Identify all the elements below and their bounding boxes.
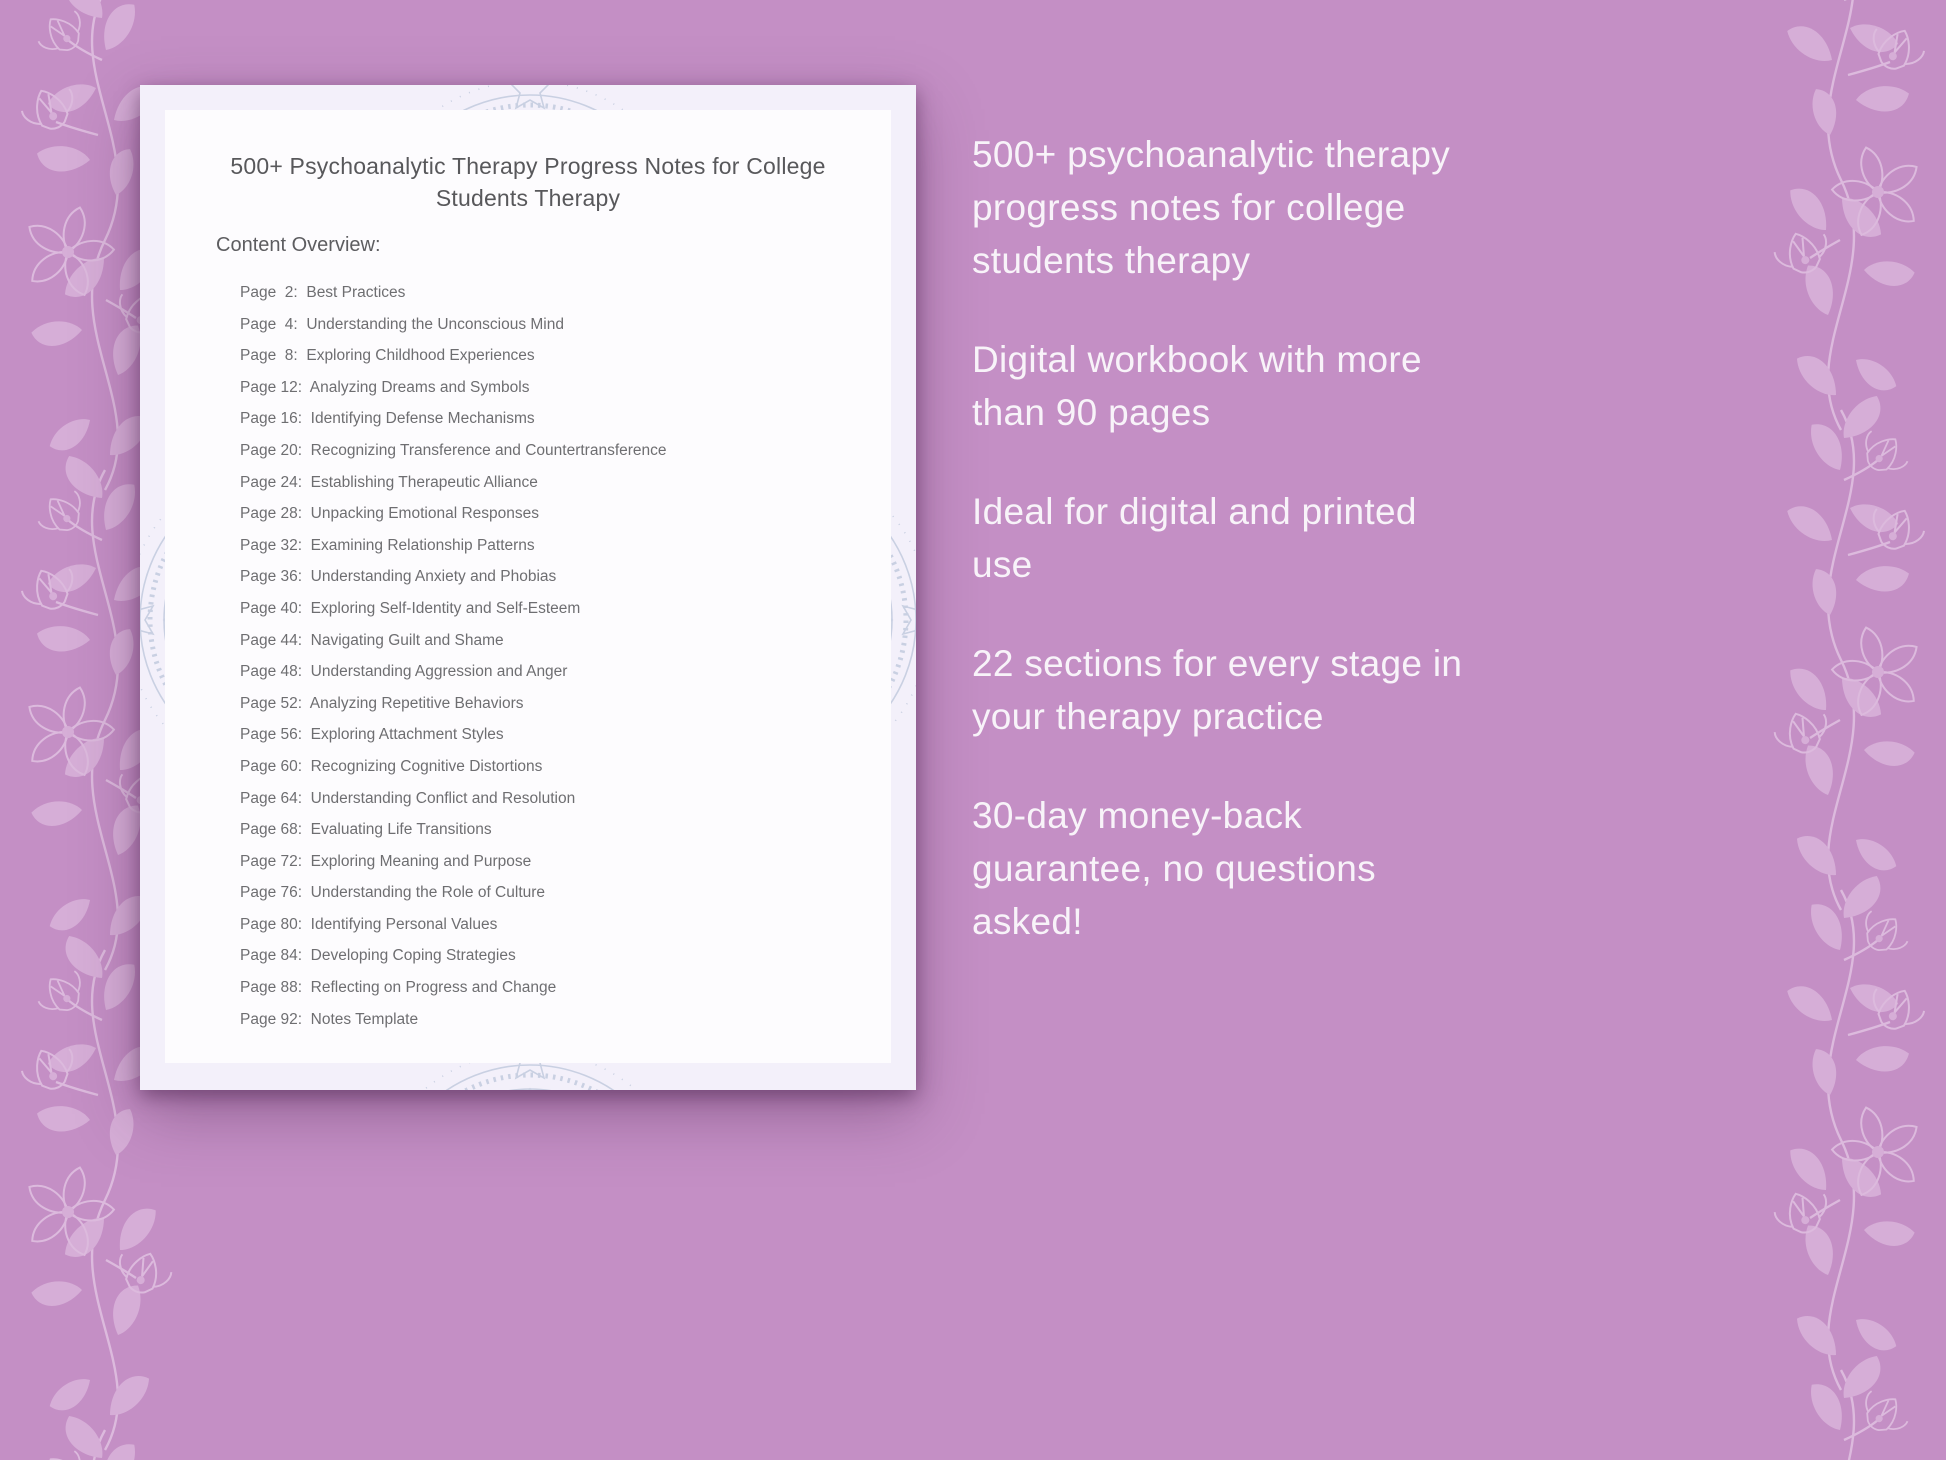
benefit-text: Ideal for digital and printed use xyxy=(972,491,1417,585)
toc-item: Page 76: Understanding the Role of Culture xyxy=(240,884,546,902)
benefit-text: 30-day money-back guarantee, no questions asked! xyxy=(972,795,1376,942)
toc-item: Page 92: Notes Template xyxy=(240,1010,419,1028)
workbook-preview-card xyxy=(140,85,916,1090)
toc-item: Page 60: Recognizing Cognitive Distortions xyxy=(240,757,543,775)
benefit-text: 500+ psychoanalytic therapy progress notes for college students therapy xyxy=(972,134,1451,281)
toc-item: Page 48: Understanding Aggression and Anger xyxy=(240,663,568,681)
toc-list xyxy=(240,277,667,1035)
toc-item: Page 56: Exploring Attachment Styles xyxy=(240,726,504,744)
toc-item: Page 24: Establishing Therapeutic Alliance xyxy=(240,473,538,491)
toc-item: Page 32: Examining Relationship Patterns xyxy=(240,536,535,554)
toc-item: Page 28: Unpacking Emotional Responses xyxy=(240,505,539,523)
benefit-text: 22 sections for every stage in your therapy practice xyxy=(972,643,1463,737)
content-overview-label: Content Overview: xyxy=(216,234,381,256)
toc-item: Page 44: Navigating Guilt and Shame xyxy=(240,631,504,649)
floral-vine-right-decoration xyxy=(1746,0,1946,1460)
toc-item: Page 40: Exploring Self-Identity and Self-Esteem xyxy=(240,599,581,617)
toc-item: Page 68: Evaluating Life Transitions xyxy=(240,821,492,839)
toc-item: Page 52: Analyzing Repetitive Behaviors xyxy=(240,694,524,712)
toc-item: Page 2: Best Practices xyxy=(240,284,406,301)
toc-item: Page 80: Identifying Personal Values xyxy=(240,915,498,933)
benefit-text: Digital workbook with more than 90 pages xyxy=(972,339,1422,433)
toc-item: Page 16: Identifying Defense Mechanisms xyxy=(240,410,535,428)
toc-item: Page 36: Understanding Anxiety and Phobias xyxy=(240,568,557,586)
benefits-list xyxy=(972,128,1477,994)
document-page xyxy=(165,110,891,1063)
document-title: 500+ Psychoanalytic Therapy Progress Notes for College Students Therapy xyxy=(230,153,826,211)
toc-item: Page 4: Understanding the Unconscious Mind xyxy=(240,315,564,333)
toc-item: Page 72: Exploring Meaning and Purpose xyxy=(240,852,532,870)
toc-item: Page 20: Recognizing Transference and Countertransference xyxy=(240,441,667,459)
toc-item: Page 12: Analyzing Dreams and Symbols xyxy=(240,378,530,396)
toc-item: Page 64: Understanding Conflict and Resolution xyxy=(240,789,576,807)
toc-item: Page 88: Reflecting on Progress and Change xyxy=(240,979,557,997)
toc-item: Page 84: Developing Coping Strategies xyxy=(240,947,516,965)
toc-item: Page 8: Exploring Childhood Experiences xyxy=(240,347,535,365)
